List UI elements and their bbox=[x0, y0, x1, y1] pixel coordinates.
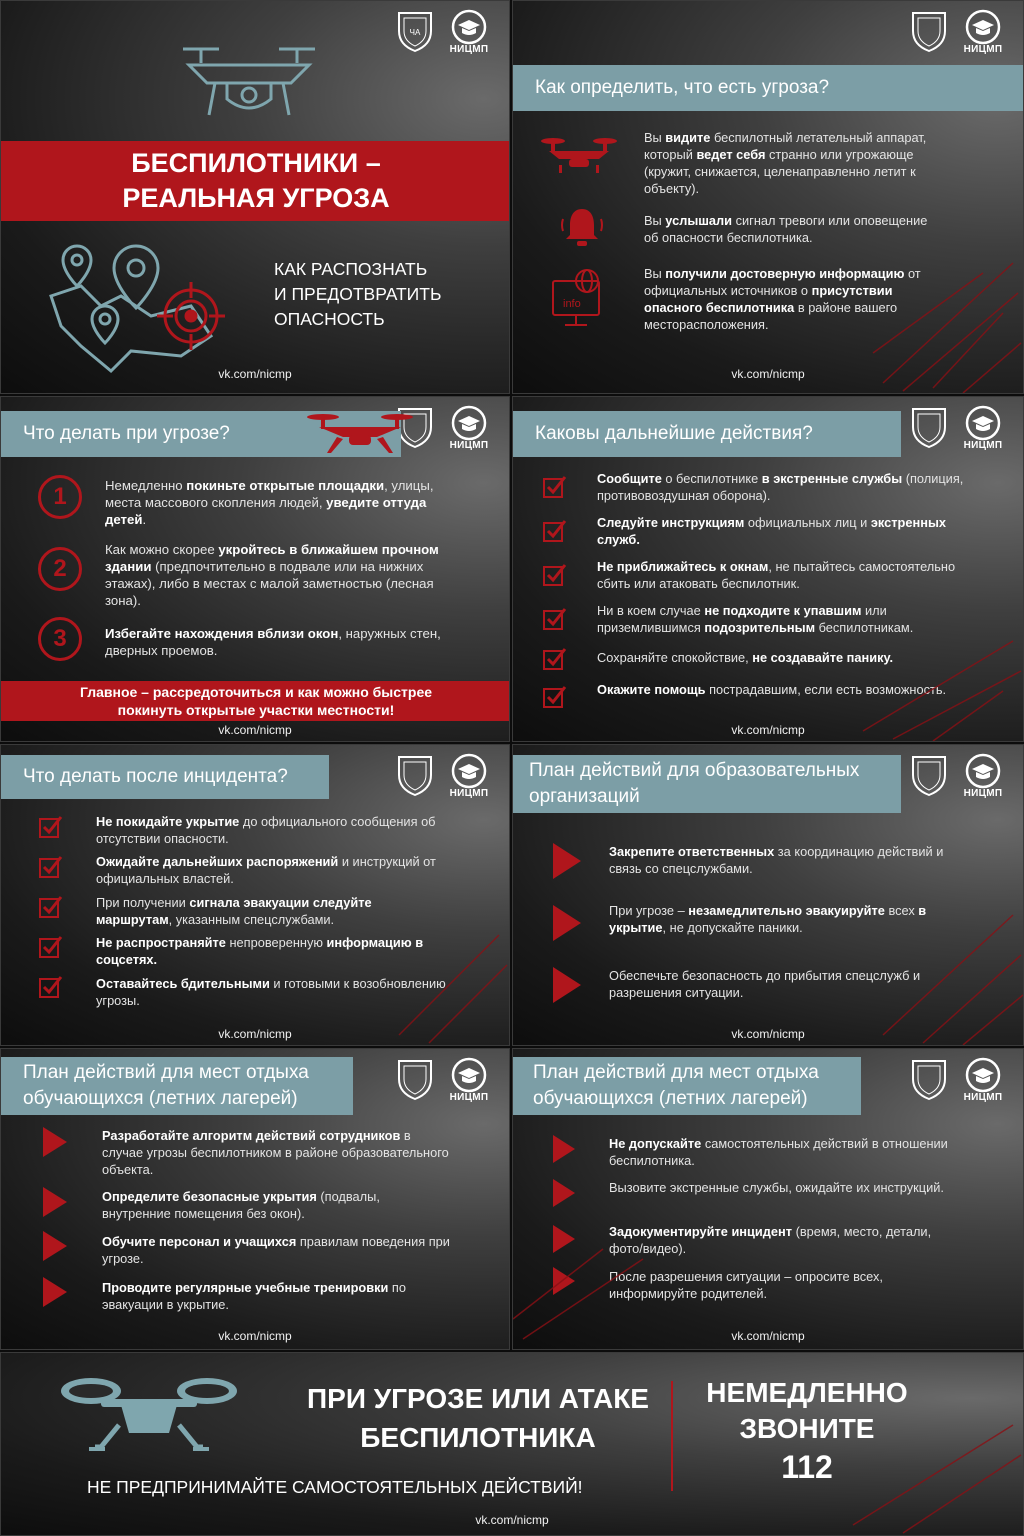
panel-after-incident bbox=[0, 744, 510, 1046]
header-line-2: организаций bbox=[529, 786, 640, 807]
play-triangle-icon bbox=[43, 1231, 67, 1261]
shield-emblem-icon bbox=[395, 9, 435, 53]
vk-link[interactable]: vk.com/nicmp bbox=[218, 1027, 292, 1041]
after-item-4: Не распространяйте непроверенную информацию в соцсетях. bbox=[96, 935, 424, 967]
graduation-cap-icon bbox=[965, 1057, 1001, 1093]
nicmp-logo bbox=[443, 753, 495, 799]
panel-emergency-call bbox=[0, 1352, 1024, 1536]
graduation-cap-icon bbox=[965, 405, 1001, 441]
further-item-6: Окажите помощь пострадавшим, если есть возможность. bbox=[597, 682, 947, 697]
panel-what-to-do bbox=[0, 396, 510, 742]
nicmp-logo bbox=[443, 1057, 495, 1103]
camp2-item-4: После разрешения ситуации – опросите всех, информируйте родителей. bbox=[609, 1269, 883, 1301]
further-item-5: Сохраняйте спокойствие, не создавайте панику. bbox=[597, 650, 894, 665]
graduation-cap-icon bbox=[965, 9, 1001, 45]
logo-text: НИЦМП bbox=[963, 440, 1003, 451]
header-line-2: обучающихся (летних лагерей) bbox=[23, 1088, 298, 1109]
red-drone-icon bbox=[307, 409, 413, 457]
panel-header bbox=[513, 65, 1024, 111]
title-line-1: БЕСПИЛОТНИКИ – bbox=[131, 148, 381, 178]
subtitle-line-1: КАК РАСПОЗНАТЬ bbox=[274, 259, 428, 279]
threat-item-3: Избегайте нахождения вблизи окон, наружных стен, дверных проемов. bbox=[105, 626, 441, 658]
edu-item-2: При угрозе – незамедлительно эвакуируйте всех в укрытие, не допускайте паники. bbox=[609, 903, 927, 935]
number-1-badge bbox=[38, 475, 82, 519]
play-triangle-icon bbox=[553, 967, 581, 1003]
main-rule-band: Главное – рассредоточиться и как можно быстрее покинуть открытые участки местности! bbox=[1, 681, 510, 721]
camp2-item-3: Задокументируйте инцидент (время, место, детали, фото/видео). bbox=[609, 1224, 932, 1256]
panel-header bbox=[513, 411, 901, 457]
threat-item-1: Немедленно покиньте открытые площадки, улицы, места массового скопления людей, уведите оттуда детей. bbox=[105, 478, 434, 527]
drone-icon bbox=[541, 135, 617, 175]
vk-link[interactable]: vk.com/nicmp bbox=[731, 1329, 805, 1343]
logos bbox=[395, 753, 495, 799]
play-triangle-icon bbox=[553, 1179, 575, 1207]
checkbox-icon bbox=[543, 685, 567, 709]
graduation-cap-icon bbox=[451, 753, 487, 789]
logos bbox=[909, 753, 1009, 799]
logo-text: НИЦМП bbox=[963, 788, 1003, 799]
play-triangle-icon bbox=[553, 1135, 575, 1163]
header-text: Как определить, что есть угроза? bbox=[535, 77, 830, 98]
play-triangle-icon bbox=[553, 1267, 575, 1295]
play-triangle-icon bbox=[43, 1187, 67, 1217]
shield-emblem-icon bbox=[395, 1057, 435, 1101]
vk-link[interactable]: vk.com/nicmp bbox=[731, 367, 805, 381]
panel-header bbox=[1, 755, 329, 799]
panel-header bbox=[513, 755, 901, 813]
detect-item-2: Вы услышали сигнал тревоги или оповещение об опасности беспилотника. bbox=[644, 213, 928, 245]
logos bbox=[909, 405, 1009, 451]
title-band bbox=[1, 141, 510, 221]
info-text: info bbox=[563, 298, 581, 310]
vk-link[interactable]: vk.com/nicmp bbox=[475, 1513, 549, 1527]
detect-item-3: Вы получили достоверную информацию от официальных источников о присутствии опасного беспилотника в районе вашего месторасположения. bbox=[644, 266, 921, 332]
logo-text: НИЦМП bbox=[449, 440, 489, 451]
edu-item-1: Закрепите ответственных за координацию действий и связь со спецслужбами. bbox=[609, 844, 944, 876]
number-2-badge bbox=[38, 547, 82, 591]
header-line-1: План действий для образовательных bbox=[529, 760, 860, 781]
map-pins-target-icon bbox=[41, 236, 251, 376]
graduation-cap-icon bbox=[451, 405, 487, 441]
checkbox-icon bbox=[543, 475, 567, 499]
play-triangle-icon bbox=[553, 843, 581, 879]
shield-emblem-icon bbox=[909, 405, 949, 449]
further-item-1: Сообщите о беспилотнике в экстренные службы (полиция, противовоздушная оборона). bbox=[597, 471, 964, 503]
further-item-3: Не приближайтесь к окнам, не пытайтесь самостоятельно сбить или атаковать беспилотник. bbox=[597, 559, 956, 591]
logos bbox=[909, 9, 1009, 55]
panel-education-plan bbox=[512, 744, 1024, 1046]
panel-header bbox=[513, 1057, 861, 1115]
play-triangle-icon bbox=[43, 1127, 67, 1157]
drone-icon bbox=[61, 1375, 237, 1465]
after-item-3: При получении сигнала эвакуации следуйте маршрутам, указанным спецслужбами. bbox=[96, 895, 372, 927]
header-line-1: План действий для мест отдыха bbox=[533, 1062, 819, 1083]
after-item-5: Оставайтесь бдительными и готовыми к возобновлению угрозы. bbox=[96, 976, 446, 1008]
edu-item-3: Обеспечьте безопасность до прибытия спецслужб и разрешения ситуации. bbox=[609, 968, 921, 1000]
phone-number[interactable]: 112 bbox=[781, 1449, 833, 1485]
detect-item-1: Вы видите беспилотный летательный аппарат, который ведет себя странно или угрожающе (кружит, снижается, целенаправленно летит к объекту). bbox=[644, 130, 927, 196]
vk-link[interactable]: vk.com/nicmp bbox=[218, 367, 292, 381]
emergency-title bbox=[297, 1379, 659, 1457]
camp1-item-1: Разработайте алгоритм действий сотрудников в случае угрозы беспилотником в районе образовательного объекта. bbox=[102, 1128, 449, 1177]
number-3-badge bbox=[38, 617, 82, 661]
nicmp-logo bbox=[957, 753, 1009, 799]
logo-text: НИЦМП bbox=[963, 44, 1003, 55]
checkbox-icon bbox=[39, 975, 63, 999]
camp1-item-3: Обучите персонал и учащихся правилам поведения при угрозе. bbox=[102, 1234, 450, 1266]
logo-text: НИЦМП bbox=[449, 788, 489, 799]
warning-text: НЕ ПРЕДПРИНИМАЙТЕ САМОСТОЯТЕЛЬНЫХ ДЕЙСТВИЙ! bbox=[87, 1477, 583, 1497]
header-line-2: обучающихся (летних лагерей) bbox=[533, 1088, 808, 1109]
vk-link[interactable]: vk.com/nicmp bbox=[731, 1027, 805, 1041]
further-item-2: Следуйте инструкциям официальных лиц и экстренных служб. bbox=[597, 515, 946, 547]
nicmp-logo bbox=[957, 1057, 1009, 1103]
number-3: 3 bbox=[53, 625, 67, 652]
title-line-2: РЕАЛЬНАЯ УГРОЗА bbox=[122, 183, 390, 213]
vk-link[interactable]: vk.com/nicmp bbox=[218, 1329, 292, 1343]
emergency-title-line-1: ПРИ УГРОЗЕ ИЛИ АТАКЕ bbox=[307, 1383, 649, 1414]
panel-header bbox=[1, 1057, 353, 1115]
panel-intro bbox=[0, 0, 510, 394]
checkbox-icon bbox=[39, 895, 63, 919]
shield-emblem-icon bbox=[909, 1057, 949, 1101]
alarm-bell-icon bbox=[559, 205, 605, 249]
threat-item-2: Как можно скорее укройтесь в ближайшем прочном здании (предпочтительно в подвале или на нижних этажах), либо в местах с малой заметностью (лесная зона). bbox=[105, 542, 439, 608]
after-item-2: Ожидайте дальнейших распоряжений и инструкций от официальных властей. bbox=[96, 854, 436, 886]
checkbox-icon bbox=[39, 935, 63, 959]
shield-emblem-icon bbox=[395, 753, 435, 797]
call-line-1: НЕМЕДЛЕННО bbox=[706, 1377, 908, 1408]
logos bbox=[395, 9, 495, 55]
header-text: Каковы дальнейшие действия? bbox=[535, 423, 813, 444]
panel-camp-plan-1 bbox=[0, 1048, 510, 1350]
seal-letters: ЧА bbox=[409, 28, 421, 37]
camp2-item-1: Не допускайте самостоятельных действий в отношении беспилотника. bbox=[609, 1136, 948, 1168]
play-triangle-icon bbox=[43, 1277, 67, 1307]
subtitle bbox=[274, 257, 441, 332]
header-text: Что делать при угрозе? bbox=[23, 423, 230, 444]
camp1-item-4: Проводите регулярные учебные тренировки по эвакуации в укрытие. bbox=[102, 1280, 406, 1312]
graduation-cap-icon bbox=[965, 753, 1001, 789]
panel-how-to-detect bbox=[512, 0, 1024, 394]
nicmp-logo bbox=[443, 9, 495, 55]
number-2: 2 bbox=[53, 555, 67, 582]
drone-outline-icon bbox=[179, 39, 319, 119]
graduation-cap-icon bbox=[451, 1057, 487, 1093]
vk-link[interactable]: vk.com/nicmp bbox=[731, 723, 805, 737]
checkbox-icon bbox=[543, 647, 567, 671]
camp2-item-2: Вызовите экстренные службы, ожидайте их инструкций. bbox=[609, 1180, 944, 1195]
subtitle-line-3: ОПАСНОСТЬ bbox=[274, 309, 385, 329]
divider bbox=[671, 1381, 673, 1491]
computer-info-icon bbox=[549, 267, 609, 333]
panel-camp-plan-2 bbox=[512, 1048, 1024, 1350]
camp1-item-2: Определите безопасные укрытия (подвалы, внутренние помещения без окон). bbox=[102, 1189, 380, 1221]
vk-link[interactable]: vk.com/nicmp bbox=[218, 723, 292, 737]
call-line-2: ЗВОНИТЕ bbox=[739, 1413, 875, 1444]
play-triangle-icon bbox=[553, 905, 581, 941]
logo-text: НИЦМП bbox=[449, 1092, 489, 1103]
header-line-1: План действий для мест отдыха bbox=[23, 1062, 309, 1083]
header-text: Что делать после инцидента? bbox=[23, 766, 288, 787]
checkbox-icon bbox=[39, 815, 63, 839]
panel-further-actions bbox=[512, 396, 1024, 742]
logos bbox=[909, 1057, 1009, 1103]
play-triangle-icon bbox=[553, 1225, 575, 1253]
checkbox-icon bbox=[39, 855, 63, 879]
number-1: 1 bbox=[53, 483, 67, 510]
logo-text: НИЦМП bbox=[449, 44, 489, 55]
checkbox-icon bbox=[543, 607, 567, 631]
logo-text: НИЦМП bbox=[963, 1092, 1003, 1103]
nicmp-logo bbox=[957, 405, 1009, 451]
shield-emblem-icon bbox=[909, 753, 949, 797]
checkbox-icon bbox=[543, 563, 567, 587]
call-block bbox=[695, 1375, 919, 1487]
shield-emblem-icon bbox=[909, 9, 949, 53]
graduation-cap-icon bbox=[451, 9, 487, 45]
logos bbox=[395, 1057, 495, 1103]
emergency-title-line-2: БЕСПИЛОТНИКА bbox=[360, 1422, 596, 1453]
nicmp-logo bbox=[443, 405, 495, 451]
checkbox-icon bbox=[543, 519, 567, 543]
nicmp-logo bbox=[957, 9, 1009, 55]
further-item-4: Ни в коем случае не подходите к упавшим или приземлившимся подозрительным беспилотникам. bbox=[597, 603, 914, 635]
after-item-1: Не покидайте укрытие до официального сообщения об отсутствии опасности. bbox=[96, 814, 436, 846]
subtitle-line-2: И ПРЕДОТВРАТИТЬ bbox=[274, 284, 442, 304]
